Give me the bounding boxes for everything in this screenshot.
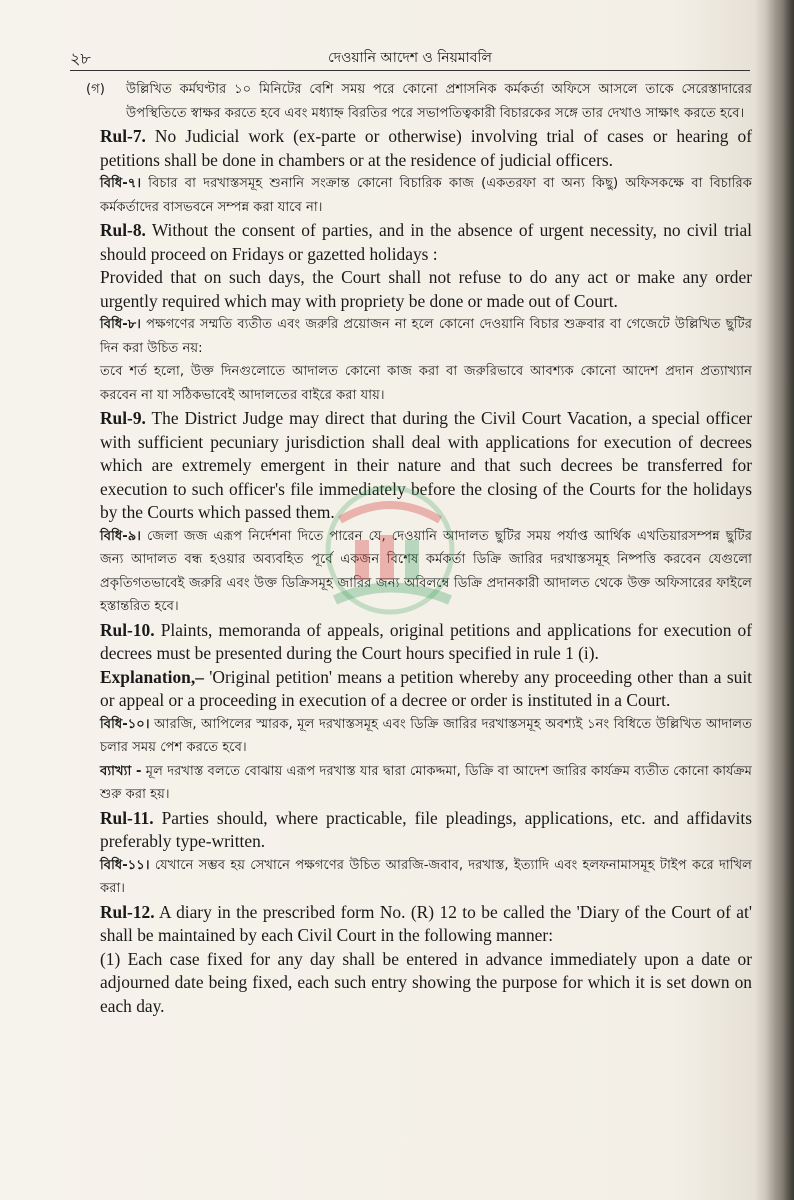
- explanation-label: Explanation,–: [100, 666, 204, 687]
- rule-label: Rul-12.: [100, 901, 155, 922]
- rule-label: Rul-9.: [100, 408, 146, 428]
- clause-ga: [86, 78, 752, 125]
- rule-label: Rul-8.: [100, 220, 146, 240]
- rule-11-en: Rul-11. Parties should, where practicable, file pleadings, applications, etc. and affidavits preferably type-written.: [100, 807, 752, 851]
- running-title: দেওয়ানি আদেশ ও নিয়মাবলি: [328, 50, 492, 66]
- rule-9-en: Rul-9. The District Judge may direct that during the Civil Court Vacation, a special officer with sufficient pecuniary jurisdiction shall deal with applications for execution of decrees which are extremely emergent in their nature and that such decrees be transferred for execution to such officer's file immediately before the closing of the Courts for the holidays by the Courts which passed them.: [100, 408, 752, 522]
- explanation-bn: ব্যাখ্যা - মূল দরখাস্ত বলতে বোঝায় এরূপ দরখাস্ত যার দ্বারা মোকদ্দমা, ডিক্রি বা আদেশ জারির কার্যক্রম ব্যতীত কোনো কার্যক্রম শুরু করা হয়।: [100, 763, 752, 802]
- rule-label: বিধি-৯।: [100, 528, 142, 544]
- rule-label: Rul-10.: [100, 619, 155, 640]
- clause-text: উল্লিখিত কর্মঘণ্টার ১০ মিনিটের বেশি সময় পরে কোনো প্রশাসনিক কর্মকর্তা অফিসে আসলে তাকে সেরেস্তাদারের উপস্থিতিতে স্বাক্ষর করতে হবে এবং মধ্যাহ্ন বিরতির পরে সভাপতিত্বকারী বিচারকের সঙ্গে তার দেখাও সাক্ষাৎ করতে হবে।: [126, 82, 752, 121]
- rule-label: Rul-7.: [100, 126, 146, 146]
- rule-7-en: Rul-7. No Judicial work (ex-parte or otherwise) involving trial of cases or hearing of petitions shall be done in chambers or at the residence of judicial officers.: [100, 126, 752, 170]
- page-body: [86, 78, 752, 1018]
- rule-12-item-1: (1) Each case fixed for any day shall be entered in advance immediately upon a date or adjourned date being fixed, each such entry showing the purpose for which it is set down on each day.: [100, 948, 752, 1016]
- rule-8-proviso-bn: তবে শর্ত হলো, উক্ত দিনগুলোতে আদালত কোনো কাজ করা বা জরুরিভাবে আবশ্যক কোনো আদেশ প্রদান প্রত্যাখ্যান করবেন না যা সঠিকভাবেই আদালতের বাইরে করা যায়।: [100, 364, 752, 403]
- rule-10-en: Rul-10. Plaints, memoranda of appeals, original petitions and applications for execution of decrees must be presented during the Court hours specified in rule 1 (i).: [100, 619, 752, 663]
- rule-7-bn: বিধি-৭। বিচার বা দরখাস্তসমূহ শুনানি সংক্রান্ত কোনো বিচারিক কাজ (একতরফা বা অন্য কিছু) অফিসকক্ষে বা বিচারিক কর্মকর্তাদের বাসভবনে সম্পন্ন করা যাবে না।: [100, 176, 752, 215]
- rule-label: বিধি-১০।: [100, 716, 150, 732]
- clause-mark: (গ): [86, 82, 105, 97]
- page-binding-shadow: [766, 0, 794, 1200]
- rule-8-proviso-en: Provided that on such days, the Court shall not refuse to do any act or make any order urgently required which may with propriety be done or made out of Court.: [100, 267, 752, 311]
- rule-8-bn: বিধি-৮। পক্ষগণের সম্মতি ব্যতীত এবং জরুরি প্রয়োজন না হলে কোনো দেওয়ানি বিচার শুক্রবার বা গেজেটে উল্লিখিত ছুটির দিন করা উচিত নয়:: [100, 317, 752, 356]
- rule-8-en: Rul-8. Without the consent of parties, and in the absence of urgent necessity, no civil trial should proceed on Fridays or gazetted holidays :: [100, 220, 752, 264]
- rule-label: Rul-11.: [100, 807, 154, 828]
- rule-9-bn: বিধি-৯। জেলা জজ এরূপ নির্দেশনা দিতে পারেন যে, দেওয়ানি আদালত ছুটির সময় পর্যাপ্ত আর্থিক এখতিয়ারসম্পন্ন ছুটির জন্য আদালত বন্ধ হওয়ার অব্যবহিত পূর্বে একজন বিশেষ কর্মকর্তা ডিক্রি জারির দরখাস্তসমূহ নিষ্পত্তি করবেন যেগুলো প্রকৃতিগতভাবেই জরুরি এবং উক্ত ডিক্রিসমূহ জারির জন্য অবিলম্বে ডিক্রি প্রদানকারী আদালত থেকে উক্ত অফিসারের ফাইলে হস্তান্তরিত হবে।: [100, 528, 752, 614]
- explanation-en: Explanation,– 'Original petition' means a petition whereby any proceeding other than a suit or appeal or a proceeding in execution of a decree or order is instituted in a Court.: [100, 666, 752, 710]
- rule-label: বিধি-১১।: [100, 857, 150, 873]
- rule-12-en: Rul-12. A diary in the prescribed form No. (R) 12 to be called the 'Diary of the Court of at' shall be maintained by each Civil Court in the following manner:: [100, 901, 752, 945]
- explanation-label: ব্যাখ্যা -: [100, 763, 142, 779]
- page-number: ২৮: [70, 49, 91, 68]
- rule-11-bn: বিধি-১১। যেখানে সম্ভব হয় সেখানে পক্ষগণের উচিত আরজি-জবাব, দরখাস্ত, ইত্যাদি এবং হলফনামাসমূহ টাইপ করে দাখিল করা।: [100, 857, 752, 896]
- rule-label: বিধি-৭।: [100, 176, 142, 191]
- page-header: [70, 44, 750, 71]
- rule-label: বিধি-৮।: [100, 317, 142, 332]
- rule-10-bn: বিধি-১০। আরজি, আপিলের স্মারক, মূল দরখাস্তসমূহ এবং ডিক্রি জারির দরখাস্তসমূহ অবশ্যই ১নং বিধিতে উল্লিখিত আদালত চলার সময় পেশ করতে হবে।: [100, 716, 752, 755]
